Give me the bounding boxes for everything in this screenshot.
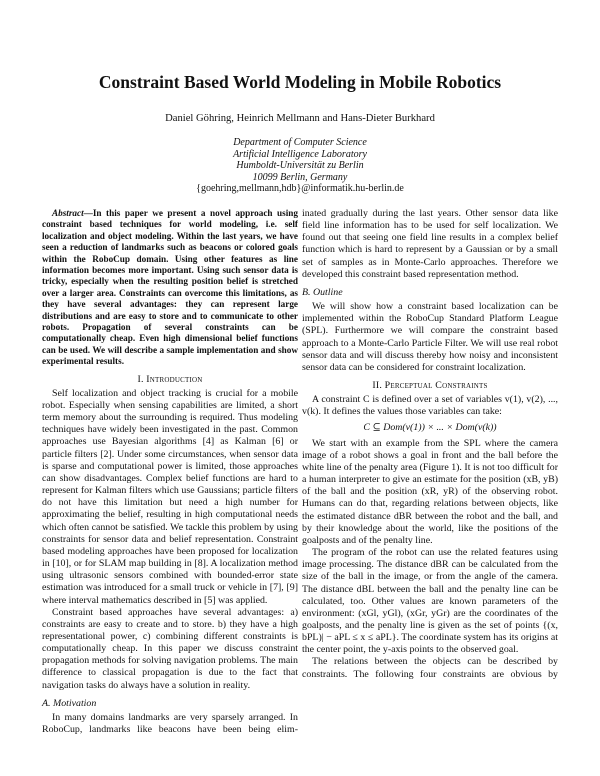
subsection-heading-outline: B. Outline bbox=[302, 286, 343, 298]
section-heading-introduction: I. Introduction bbox=[137, 373, 203, 385]
abstract bbox=[42, 208, 298, 368]
abstract-text: —In this paper we present a novel approach using constraint based techniques for world modeling, i.e. self localization and object modeling. Within the last years, we have seen a reduction of landmarks such as beacons or colored goals within the RoboCup domain. Using other features as line information becomes more important. Using such sensor data is tricky, especially when the resulting position belief is stretched over a larger area. Constraints can overcome this limitations, as they have several advantages: they can represent large distributions and are easy to store and to communicate to other robots. Propagation of several constraints can be computationally cheap. Even high dimensional belief functions can be used. We will describe a sample implementation and show experimental results. bbox=[42, 208, 298, 367]
motivation-paragraph-continued: inated gradually during the last years. Other sensor data like field line information has to be used for self localization. We found out that seeing one field line results in a complex belief function which is hard to represent by a Gaussian or by a small set of samples as in Monte-Carlo approaches. Therefore we developed this constraint based representation method. bbox=[302, 208, 558, 280]
equation-constraint: C ⊆ Dom(v(1)) × ... × Dom(v(k)) bbox=[363, 421, 497, 433]
perceptual-paragraph-3: The program of the robot can use the related features using image processing. The distance dBR can be calculated from the size of the ball in the image, or from the angle of the camera. The distance dBL between the ball and the penalty line can be calculated, too. Other values are known parameters of the environment: (xGl, yGl), (xGr, yGr) are the coordinates of the goalposts, and the penalty line is given as the set of points {(x, bPL)| − aPL ≤ x ≤ aPL}. The coordinate system has its origins at the center point, the y-axis points to the observed goal. bbox=[302, 547, 558, 656]
perceptual-paragraph-4: The relations between the objects can be described by constraints. The following four constraints are obvious by bbox=[302, 656, 558, 680]
affiliation-city: 10099 Berlin, Germany bbox=[252, 171, 348, 183]
paper-title: Constraint Based World Modeling in Mobile Robotics bbox=[98, 72, 502, 92]
intro-paragraph-2: Constraint based approaches have several advantages: a) constraints are easy to create and to store. b) they have a high representational power, c) combining different constraints is computationally cheap. In this paper we discuss constraint propagation methods for solving navigation problems. The main difference to classical propagation is due to the fact that navigation tasks do always have a solution in reality. bbox=[42, 606, 298, 691]
section-heading-perceptual-constraints: II. Perceptual Constraints bbox=[372, 380, 488, 392]
motivation-paragraph: In many domains landmarks are very sparsely arranged. In RoboCup, landmarks like beacons have been being elim- bbox=[42, 711, 298, 736]
outline-paragraph: We will show how a constraint based localization can be implemented within the RoboCup Standard Platform League (SPL). Furthermore we will compare the constraint based approach to a Monte-Carlo Particle Filter. We will use real robot sensor data and will discuss thereby how noisy and inconsistent sensor data can be considered for constraint localization. bbox=[302, 301, 558, 373]
abstract-label: Abstract bbox=[52, 208, 84, 218]
left-column bbox=[42, 208, 298, 736]
affiliation-lab: Artificial Intelligence Laboratory bbox=[233, 148, 367, 160]
intro-paragraph-1: Self localization and object tracking is crucial for a mobile robot. Especially when sensing capabilities are limited, a short term memory about the surrounding is required. Thus modeling techniques have widely been investigated in the past. Common approaches use Bayesian algorithms [4] as Kalman [6] or particle filters [2]. Under some circumstances, when sensor data is sparse and computational power is limited, those approaches can show disadvantages. Complex belief functions are hard to represent for Kalman filters which use Gaussians; particle filters do not have this limitation but need a high number for approximating the belief, resulting in high computational needs which often cannot be satisfied. We tackle this problem by using constraints for sensor data and belief representation. Constraint based modeling approaches have been proposed for localization in [10], or for SLAM map building in [8]. A localization method using ultrasonic sensors combined with bounded-error state estimation was introduced for a small truck or vehicle in [7], [9] where interval mathematics described in [5] was applied. bbox=[42, 387, 298, 606]
perceptual-paragraph-2: We start with an example from the SPL where the camera image of a robot shows a goal in front and the ball before the white line of the penalty area (Figure 1). It is not too difficult for a human interpreter to give an estimate for the position (xB, yB) of the ball and the position (xR, yR) of the observing robot. Humans can do that, regarding relations between objects, like the estimated distance dBR between the robot and the ball, and by their knowledge about the world, like the positions of the goalposts and of the penalty line. bbox=[302, 437, 558, 546]
affiliation-univ: Humboldt-Universität zu Berlin bbox=[236, 160, 364, 172]
perceptual-paragraph-1: A constraint C is defined over a set of variables v(1), v(2), ..., v(k). It defines the values those variables can take: bbox=[302, 394, 558, 418]
affiliation bbox=[0, 137, 600, 195]
subsection-heading-motivation: A. Motivation bbox=[42, 697, 97, 709]
authors: Daniel Göhring, Heinrich Mellmann and Hans-Dieter Burkhard bbox=[165, 113, 435, 124]
affiliation-dept: Department of Computer Science bbox=[233, 137, 367, 148]
affiliation-email: {goehring,mellmann,hdb}@informatik.hu-berlin.de bbox=[196, 183, 404, 195]
right-column bbox=[302, 208, 558, 681]
